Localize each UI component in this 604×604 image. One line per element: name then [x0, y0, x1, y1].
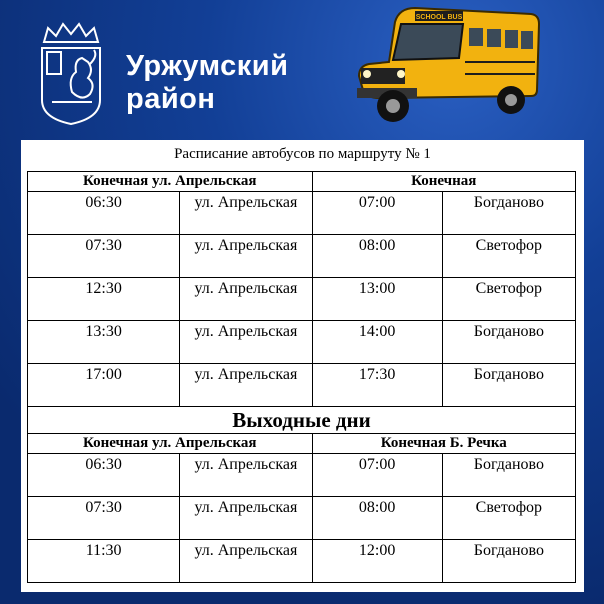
return-stop: Богданово — [442, 540, 575, 583]
schedule-caption: Расписание автобусов по маршруту № 1 — [174, 146, 431, 162]
return-stop: Светофор — [442, 235, 575, 278]
return-stop: Богданово — [442, 192, 575, 235]
table-row — [28, 364, 576, 407]
table-row — [28, 454, 576, 497]
table-row — [28, 540, 576, 583]
return-time: 07:00 — [312, 454, 442, 497]
return-stop: Светофор — [442, 497, 575, 540]
table-row — [28, 321, 576, 364]
return-stop: Богданово — [442, 321, 575, 364]
departure-time: 17:00 — [28, 364, 180, 407]
table-row — [28, 235, 576, 278]
table-row — [28, 192, 576, 235]
table-row — [28, 497, 576, 540]
weekend-header-row — [28, 434, 576, 454]
bus-sign-text: SCHOOL BUS — [415, 14, 463, 21]
departure-time: 06:30 — [28, 454, 180, 497]
weekday-header-row — [28, 172, 576, 192]
school-bus-icon — [355, 2, 541, 130]
weekday-right-header: Конечная — [312, 172, 576, 192]
title-line-2: район — [126, 83, 216, 115]
departure-stop: ул. Апрельская — [180, 321, 312, 364]
weekend-title-row — [28, 407, 576, 434]
departure-time: 13:30 — [28, 321, 180, 364]
weekday-left-header: Конечная ул. Апрельская — [28, 172, 313, 192]
title-line-1: Уржумский — [126, 50, 289, 82]
departure-stop: ул. Апрельская — [180, 278, 312, 321]
departure-time: 06:30 — [28, 192, 180, 235]
return-time: 12:00 — [312, 540, 442, 583]
departure-stop: ул. Апрельская — [180, 540, 312, 583]
table-row — [28, 278, 576, 321]
return-time: 07:00 — [312, 192, 442, 235]
departure-time: 11:30 — [28, 540, 180, 583]
departure-stop: ул. Апрельская — [180, 192, 312, 235]
weekend-left-header: Конечная ул. Апрельская — [28, 434, 313, 454]
return-stop: Богданово — [442, 454, 575, 497]
weekend-right-header: Конечная Б. Речка — [312, 434, 576, 454]
departure-time: 07:30 — [28, 235, 180, 278]
return-time: 13:00 — [312, 278, 442, 321]
return-time: 17:30 — [312, 364, 442, 407]
departure-stop: ул. Апрельская — [180, 235, 312, 278]
departure-time: 07:30 — [28, 497, 180, 540]
return-time: 14:00 — [312, 321, 442, 364]
return-time: 08:00 — [312, 235, 442, 278]
return-stop: Богданово — [442, 364, 575, 407]
departure-stop: ул. Апрельская — [180, 364, 312, 407]
district-title — [126, 50, 288, 116]
schedule-sheet — [21, 140, 584, 592]
return-stop: Светофор — [442, 278, 575, 321]
departure-stop: ул. Апрельская — [180, 497, 312, 540]
schedule-table — [27, 171, 576, 583]
departure-time: 12:30 — [28, 278, 180, 321]
coat-of-arms-icon — [38, 22, 104, 126]
weekend-title: Выходные дни — [28, 407, 576, 434]
departure-stop: ул. Апрельская — [180, 454, 312, 497]
return-time: 08:00 — [312, 497, 442, 540]
